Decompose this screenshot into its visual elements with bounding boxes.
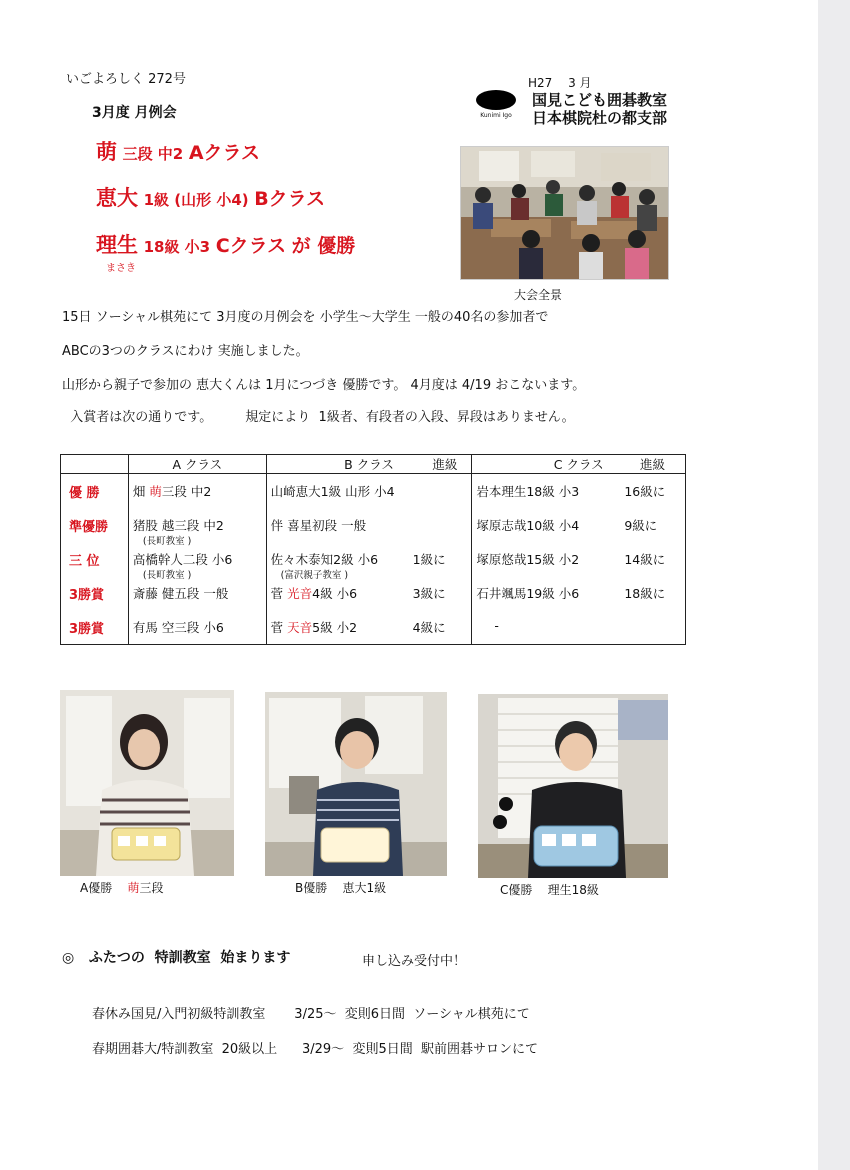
winner-c-class: Cクラス	[215, 235, 287, 257]
header-class-c-advance: 進級	[639, 457, 665, 472]
class-c-cell: 塚原志哉10級 小4 9級に	[472, 508, 686, 542]
header-class-c-label: C クラス	[553, 457, 604, 472]
winner-a-class: Aクラス	[188, 142, 260, 164]
body-line-1: 15日 ソーシャル棋苑にて 3月度の月例会を 小学生～大学生 一般の40名の参加者で	[62, 310, 549, 325]
class-b-cell: 山崎恵大1級 山形 小4	[266, 474, 472, 509]
photo-c-winner	[478, 694, 668, 878]
logo-caption: Kunimi Igo	[480, 112, 512, 119]
winner-c-detail: 18級 小3	[143, 238, 211, 256]
results-header-row	[61, 455, 686, 474]
class-a-cell: 畑 萌三段 中2	[128, 474, 266, 509]
class-a-cell: 有馬 空三段 小6	[128, 610, 266, 645]
issue-number: いごよろしく 272号	[66, 72, 186, 87]
class-c-cell: 塚原悠哉15級 小2 14級に	[472, 542, 686, 576]
class-b-cell: 伴 喜星初段 一般	[266, 508, 472, 542]
winner-c-tail: が 優勝	[291, 235, 356, 257]
photo-b-caption: B優勝 恵大1級	[295, 881, 387, 895]
go-stone-logo	[474, 90, 518, 120]
registration-open-note: 申し込み受付中！	[362, 954, 467, 969]
class-c-cell: 石井颯馬19級 小6 18級に	[472, 576, 686, 610]
header-class-b-advance: 進級	[432, 457, 458, 472]
photo-b-winner	[265, 692, 447, 876]
photo-c-winner-image	[478, 694, 668, 878]
class-b-cell: 菅 光音4級 小6 3級に	[266, 576, 472, 610]
table-row	[61, 474, 686, 509]
org-name-2: 日本棋院杜の都支部	[532, 109, 668, 127]
month-title: 3月度 月例会	[92, 105, 177, 121]
rank-label: 三 位	[61, 542, 129, 576]
schedule-item-2: 春期囲碁大/特訓教室 20級以上 3/29～ 変則5日間 駅前囲碁サロンにて	[92, 1042, 538, 1057]
rank-label: 優 勝	[61, 474, 129, 509]
tournament-photo-caption: 大会全景	[514, 288, 563, 302]
header-class-b-label: B クラス	[344, 457, 394, 472]
header-rank	[61, 455, 129, 474]
photo-a-winner	[60, 690, 234, 876]
header-class-c	[472, 455, 686, 474]
scan-edge	[818, 0, 850, 1170]
header-class-a-label: A クラス	[172, 457, 223, 472]
special-class-title: ◎ ふたつの 特訓教室 始まります	[62, 950, 291, 966]
photo-a-winner-image	[60, 690, 234, 876]
winner-a	[96, 136, 260, 166]
table-row	[61, 576, 686, 610]
name-reading: まさき	[106, 263, 136, 274]
winner-b	[96, 182, 325, 212]
winner-c-name: 理生	[96, 233, 138, 257]
header-class-b	[266, 455, 472, 474]
results-table	[60, 454, 686, 645]
schedule-item-1: 春休み国見/入門初級特訓教室 3/25～ 変則6日間 ソーシャル棋苑にて	[92, 1007, 530, 1022]
winner-b-detail: 1級 (山形 小4)	[143, 191, 249, 209]
rank-label: 3勝賞	[61, 610, 129, 645]
tournament-photo-image	[461, 147, 668, 279]
class-b-cell: 佐々木泰知2級 小6 (富沢親子教室 ) 1級に	[266, 542, 472, 576]
photo-c-caption: C優勝 理生18級	[500, 883, 599, 897]
body-line-3: 山形から親子で参加の 恵大くんは 1月につづき 優勝です。 4月度は 4/19 おこないます。	[62, 378, 586, 393]
org-name-1: 国見こども囲碁教室	[532, 91, 668, 109]
issue-date: H27 3 月	[528, 76, 592, 90]
rank-label: 3勝賞	[61, 576, 129, 610]
winner-a-detail: 三段 中2	[122, 145, 184, 163]
table-row	[61, 542, 686, 576]
body-line-4: 入賞者は次の通りです。 規定により 1級者、有段者の入段、昇段はありません。	[62, 410, 575, 425]
class-a-cell: 猪股 越三段 中2 (長町教室 )	[128, 508, 266, 542]
photo-b-winner-image	[265, 692, 447, 876]
class-a-cell: 高橋幹人二段 小6 (長町教室 )	[128, 542, 266, 576]
winner-b-class: Bクラス	[254, 188, 326, 210]
body-line-2: ABCの3つのクラスにわけ 実施しました。	[62, 344, 309, 359]
header-class-a	[128, 455, 266, 474]
class-c-cell: 岩本理生18級 小3 16級に	[472, 474, 686, 509]
tournament-photo	[460, 146, 669, 280]
winner-c	[96, 229, 355, 259]
table-row	[61, 508, 686, 542]
winner-b-name: 恵大	[96, 186, 138, 210]
table-row	[61, 610, 686, 645]
winner-a-name: 萌	[96, 140, 117, 164]
rank-label: 準優勝	[61, 508, 129, 542]
go-stone-icon	[476, 90, 516, 110]
class-c-cell: -	[472, 610, 686, 645]
class-a-cell: 斎藤 健五段 一般	[128, 576, 266, 610]
class-b-cell: 菅 天音5級 小2 4級に	[266, 610, 472, 645]
photo-a-caption: A優勝 萌三段	[80, 881, 164, 895]
